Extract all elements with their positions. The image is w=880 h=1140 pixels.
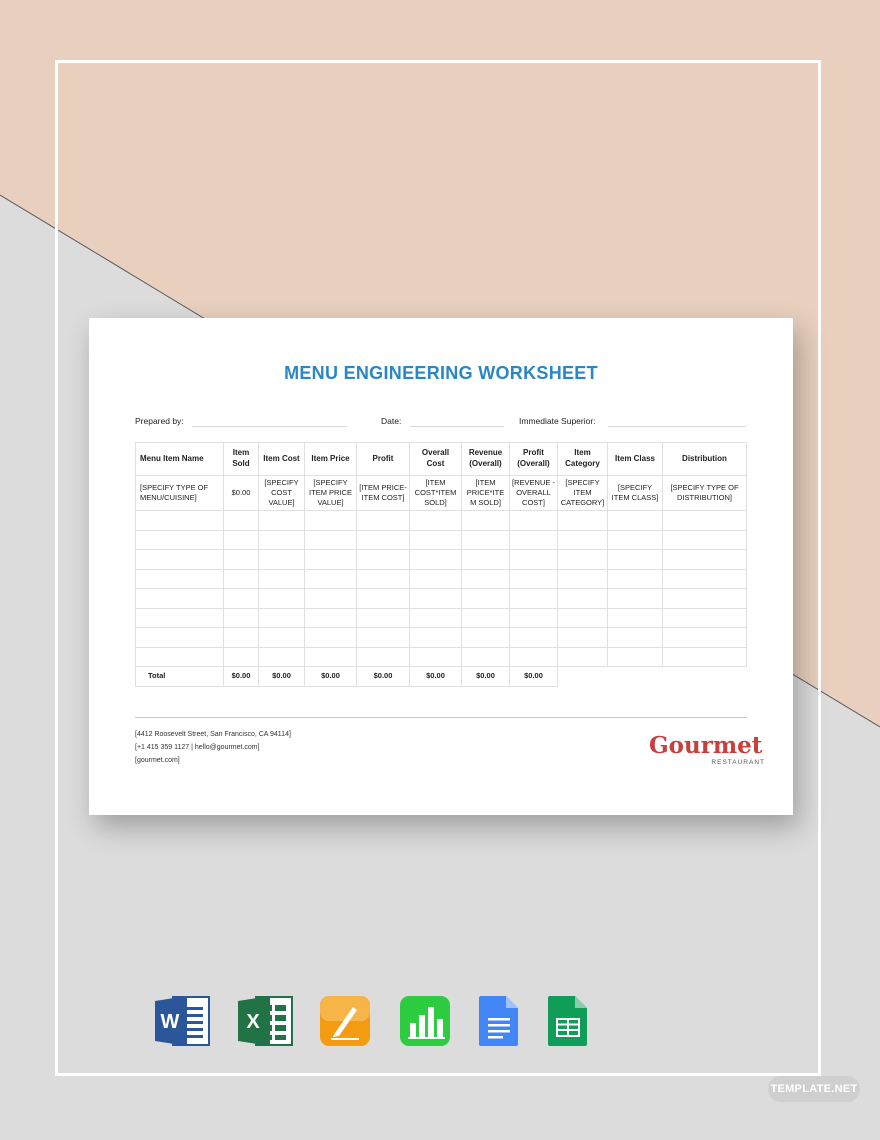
table-row (136, 608, 747, 628)
table-cell[interactable] (224, 647, 259, 667)
table-cell[interactable] (224, 628, 259, 648)
date-field (410, 426, 504, 427)
table-cell[interactable] (305, 550, 357, 570)
superior-label: Immediate Superior: (519, 416, 596, 426)
table-cell[interactable] (663, 589, 747, 609)
footer-website: [gourmet.com] (135, 757, 180, 764)
table-cell[interactable] (510, 569, 558, 589)
table-cell[interactable] (462, 647, 510, 667)
table-cell[interactable] (305, 511, 357, 531)
table-cell[interactable] (224, 608, 259, 628)
header-cell: Profit (Overall) (510, 443, 558, 476)
table-cell[interactable] (558, 550, 608, 570)
table-cell[interactable] (224, 511, 259, 531)
table-row (136, 476, 747, 511)
table-cell[interactable] (608, 628, 663, 648)
table-cell[interactable] (462, 511, 510, 531)
worksheet-table (135, 442, 747, 687)
table-row (136, 511, 747, 531)
table-cell[interactable] (305, 628, 357, 648)
table-cell[interactable] (608, 550, 663, 570)
table-cell[interactable] (259, 608, 305, 628)
header-row (136, 443, 747, 476)
total-cell[interactable]: $0.00 (462, 667, 510, 687)
table-cell[interactable] (136, 569, 224, 589)
svg-text:X: X (246, 1011, 260, 1033)
table-row (136, 530, 747, 550)
table-row (136, 569, 747, 589)
date-label: Date: (381, 416, 402, 426)
table-cell[interactable] (224, 589, 259, 609)
table-cell[interactable] (510, 589, 558, 609)
table-cell[interactable] (410, 589, 462, 609)
table-cell[interactable] (305, 530, 357, 550)
total-cell[interactable]: $0.00 (410, 667, 462, 687)
table-cell[interactable]: $0.00 (224, 476, 259, 511)
table-cell[interactable]: [SPECIFY ITEM CATEGORY] (558, 476, 608, 511)
pages-icon[interactable] (319, 995, 371, 1047)
numbers-icon[interactable] (399, 995, 451, 1047)
table-cell[interactable] (224, 550, 259, 570)
table-cell[interactable] (510, 608, 558, 628)
table-cell[interactable] (357, 511, 410, 531)
table-cell[interactable] (136, 589, 224, 609)
table-cell[interactable] (357, 647, 410, 667)
table-cell[interactable] (663, 628, 747, 648)
table-cell[interactable] (558, 530, 608, 550)
table-cell[interactable] (462, 550, 510, 570)
table-cell[interactable] (410, 608, 462, 628)
table-cell[interactable] (663, 511, 747, 531)
header-cell: Distribution (663, 443, 747, 476)
header-cell: Menu Item Name (136, 443, 224, 476)
table-cell[interactable] (608, 608, 663, 628)
table-cell[interactable] (462, 608, 510, 628)
google-sheets-icon[interactable] (547, 995, 589, 1047)
table-cell[interactable] (410, 569, 462, 589)
table-cell[interactable] (558, 608, 608, 628)
table-cell[interactable] (136, 550, 224, 570)
table-row (136, 628, 747, 648)
table-cell[interactable] (663, 647, 747, 667)
table-cell[interactable] (410, 647, 462, 667)
header-cell: Item Category (558, 443, 608, 476)
table-cell[interactable] (357, 608, 410, 628)
prepared-by-label: Prepared by: (135, 416, 184, 426)
gourmet-logo-subtitle: RESTAURANT (711, 759, 765, 766)
table-cell[interactable] (357, 628, 410, 648)
table-cell[interactable] (462, 530, 510, 550)
table-cell[interactable] (558, 589, 608, 609)
table-cell[interactable] (136, 628, 224, 648)
table-row (136, 589, 747, 609)
total-cell[interactable]: $0.00 (305, 667, 357, 687)
table-row (136, 647, 747, 667)
table-cell[interactable] (259, 569, 305, 589)
table-cell[interactable] (357, 589, 410, 609)
table-cell[interactable] (259, 550, 305, 570)
table-cell[interactable] (558, 628, 608, 648)
excel-icon[interactable] (238, 995, 294, 1047)
table-cell[interactable] (608, 589, 663, 609)
total-cell[interactable]: $0.00 (259, 667, 305, 687)
table-cell[interactable]: [SPECIFY TYPE OF DISTRIBUTION] (663, 476, 747, 511)
document-title: MENU ENGINEERING WORKSHEET (284, 363, 598, 383)
table-cell[interactable]: [ITEM COST*ITEM SOLD] (410, 476, 462, 511)
gourmet-logo: Gourmet (649, 732, 763, 759)
header-cell: Item Class (608, 443, 663, 476)
table-cell[interactable] (663, 569, 747, 589)
table-cell[interactable] (357, 550, 410, 570)
total-cell[interactable]: $0.00 (357, 667, 410, 687)
footer-divider (135, 717, 747, 718)
table-cell[interactable] (259, 530, 305, 550)
table-cell[interactable] (357, 569, 410, 589)
table-cell[interactable] (462, 628, 510, 648)
table-cell[interactable] (305, 569, 357, 589)
table-cell[interactable] (663, 550, 747, 570)
blank-cell (608, 667, 663, 687)
table-cell[interactable] (410, 550, 462, 570)
table-cell[interactable] (558, 647, 608, 667)
table-cell[interactable] (224, 569, 259, 589)
table-cell[interactable] (410, 628, 462, 648)
table-cell[interactable] (510, 530, 558, 550)
total-cell[interactable]: $0.00 (510, 667, 558, 687)
header-cell: Item Sold (224, 443, 259, 476)
table-cell[interactable] (224, 530, 259, 550)
svg-text:W: W (160, 1011, 180, 1033)
table-cell[interactable] (663, 530, 747, 550)
header-cell: Item Cost (259, 443, 305, 476)
header-cell: Profit (357, 443, 410, 476)
blank-cell (558, 667, 608, 687)
table-cell[interactable] (608, 511, 663, 531)
table-cell[interactable]: [REVENUE -OVERALL COST] (510, 476, 558, 511)
table-cell[interactable] (558, 569, 608, 589)
table-cell[interactable]: [SPECIFY ITEM PRICE VALUE] (305, 476, 357, 511)
template-net-watermark: TEMPLATE.NET (768, 1076, 860, 1102)
table-cell[interactable] (305, 608, 357, 628)
header-cell: Revenue (Overall) (462, 443, 510, 476)
table-cell[interactable] (259, 511, 305, 531)
table-cell[interactable] (136, 608, 224, 628)
table-cell[interactable] (357, 530, 410, 550)
table-cell[interactable] (410, 511, 462, 531)
table-cell[interactable] (462, 589, 510, 609)
table-cell[interactable] (608, 530, 663, 550)
table-cell[interactable] (510, 550, 558, 570)
table-cell[interactable] (136, 647, 224, 667)
table-cell[interactable] (259, 628, 305, 648)
header-cell: Item Price (305, 443, 357, 476)
table-cell[interactable]: [SPECIFY ITEM CLASS] (608, 476, 663, 511)
table-cell[interactable] (136, 511, 224, 531)
table-cell[interactable] (558, 511, 608, 531)
table-cell[interactable] (259, 589, 305, 609)
footer-address: [4412 Roosevelt Street, San Francisco, CA 94114] (135, 731, 291, 738)
table-cell[interactable] (663, 608, 747, 628)
table-cell[interactable] (305, 647, 357, 667)
header-cell: Overall Cost (410, 443, 462, 476)
table-cell[interactable] (305, 589, 357, 609)
table-cell[interactable]: [SPECIFY TYPE OF MENU/CUISINE] (136, 476, 224, 511)
prepared-by-field (192, 426, 347, 427)
worksheet-document (89, 318, 793, 815)
table-row (136, 550, 747, 570)
total-row (136, 667, 747, 687)
blank-cell (663, 667, 747, 687)
table-cell[interactable] (462, 569, 510, 589)
table-cell[interactable] (510, 647, 558, 667)
table-cell[interactable]: [ITEM PRICE*ITE M SOLD] (462, 476, 510, 511)
total-cell[interactable]: $0.00 (224, 667, 259, 687)
table-cell[interactable] (608, 569, 663, 589)
table-cell[interactable] (510, 511, 558, 531)
table-cell[interactable]: [SPECIFY COST VALUE] (259, 476, 305, 511)
table-cell[interactable] (259, 647, 305, 667)
google-docs-icon[interactable] (478, 995, 520, 1047)
table-cell[interactable] (410, 530, 462, 550)
table-cell[interactable] (608, 647, 663, 667)
table-cell[interactable] (136, 530, 224, 550)
superior-field (608, 426, 746, 427)
word-icon[interactable] (155, 995, 211, 1047)
table-cell[interactable]: [ITEM PRICE-ITEM COST] (357, 476, 410, 511)
footer-contact: [+1 415 359 1127 | hello@gourmet.com] (135, 744, 260, 751)
table-cell[interactable] (510, 628, 558, 648)
total-label: Total (136, 667, 224, 687)
